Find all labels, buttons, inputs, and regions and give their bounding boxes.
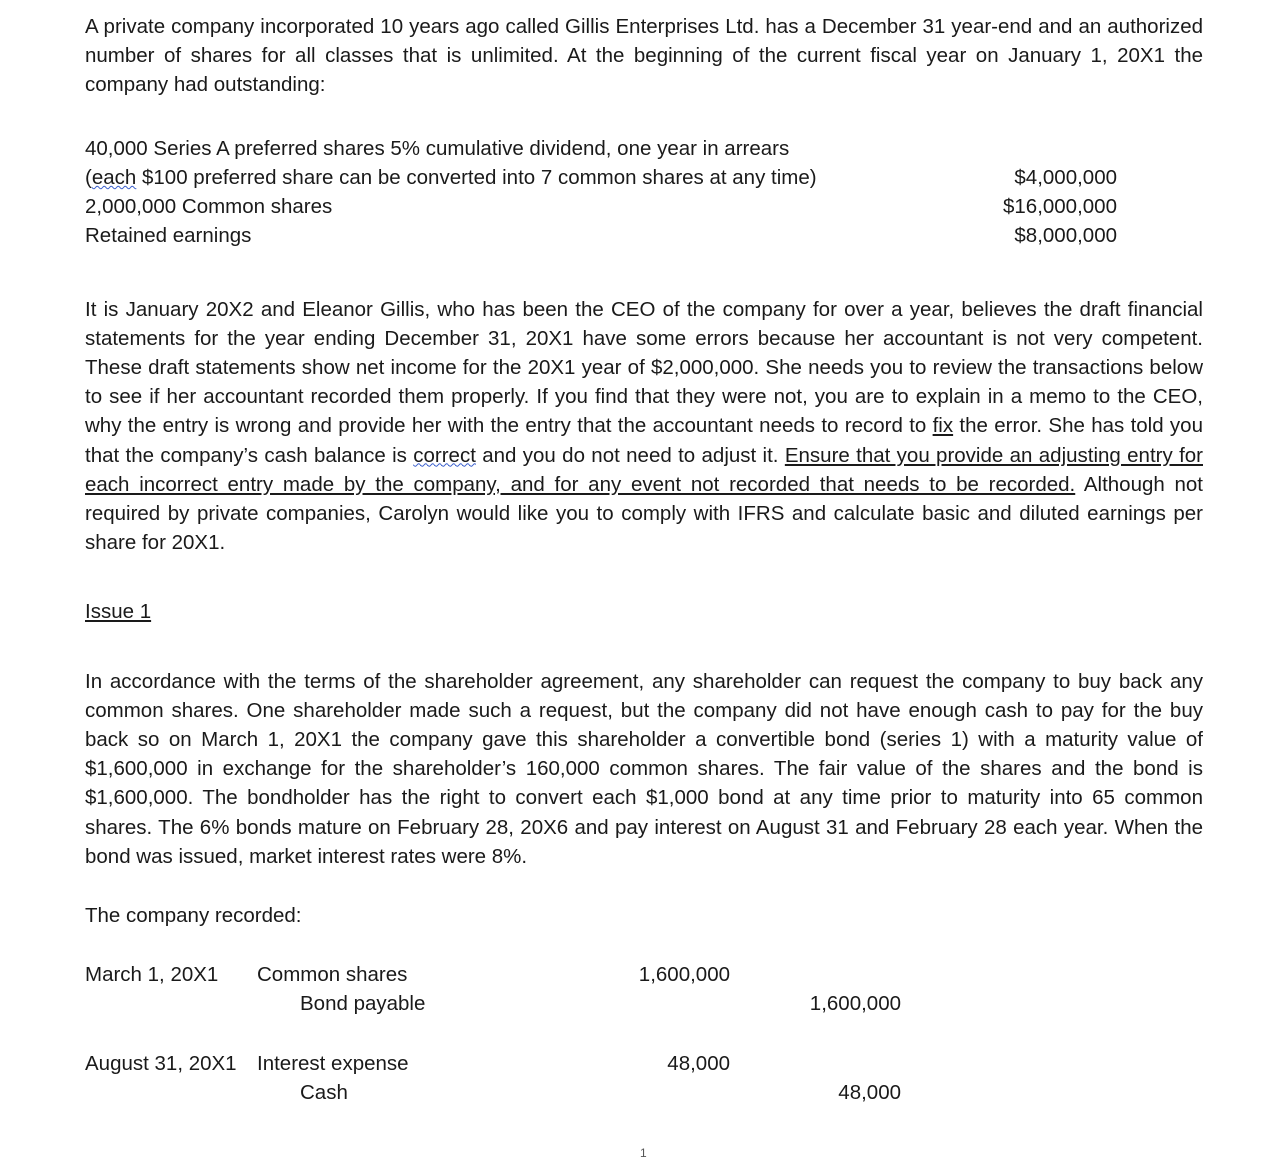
page-number: 1: [640, 1146, 647, 1160]
credit-row: [85, 1078, 1203, 1107]
issue-heading: Issue 1: [85, 600, 152, 624]
spellcheck-word: each: [91, 165, 137, 189]
debit-amount: 1,600,000: [638, 963, 730, 987]
common-shares-line: 2,000,000 Common shares: [85, 195, 333, 219]
entry-date: March 1, 20X1: [85, 963, 219, 987]
common-amount: $16,000,000: [1002, 194, 1117, 218]
credit-account: Bond payable: [300, 992, 426, 1016]
intro-paragraph: A private company incorporated 10 years ago called Gillis Enterprises Ltd. has a December 31 year-end and an authorized number of shares for all classes that is unlimited. At the beginning of the current fiscal year on January 1, 20X1 the company had outstanding:: [85, 15, 1203, 97]
debit-row: [85, 1049, 1203, 1078]
credit-amount: 48,000: [838, 1080, 901, 1104]
entry-date: August 31, 20X1: [85, 1051, 237, 1075]
debit-account: Interest expense: [257, 1051, 409, 1075]
correct-word: correct: [413, 443, 476, 467]
debit-amount: 48,000: [667, 1051, 730, 1075]
journal-entry: [85, 960, 1203, 1018]
equity-section: [85, 134, 1203, 251]
journal-entry: [85, 1049, 1203, 1107]
issue-paragraph: In accordance with the terms of the shareholder agreement, any shareholder can request the company to buy back any common shares. One shareholder made such a request, but the company did not have enough cash to pay for the buy back so on March 1, 20X1 the company gave this shareholder a convertible bond (series 1) with a maturity value of $1,600,000 in exchange for the shareholder’s 160,000 common shares. The fair value of the shares and the bond is $1,600,000. The bondholder has the right to convert each $1,000 bond at any time prior to maturity into 65 common shares. The 6% bonds mature on February 28, 20X6 and pay interest on August 31 and February 28 each year. When the bond was issued, market interest rates were 8%.: [85, 669, 1203, 868]
conversion-terms-line: (each $100 preferred share can be converted into 7 common shares at any time): [85, 165, 817, 189]
debit-account: Common shares: [257, 963, 408, 987]
preferred-shares-line: 40,000 Series A preferred shares 5% cumulative dividend, one year in arrears: [85, 136, 790, 160]
retained-amount: $8,000,000: [1014, 224, 1117, 248]
recorded-label: The company recorded:: [85, 904, 302, 928]
debit-row: [85, 960, 1203, 989]
preferred-amount: $4,000,000: [1014, 165, 1117, 189]
credit-amount: 1,600,000: [809, 992, 901, 1016]
document-page: [85, 12, 1203, 1107]
retained-earnings-line: Retained earnings: [85, 224, 252, 248]
credit-account: Cash: [300, 1080, 348, 1104]
fix-word: fix: [932, 414, 954, 438]
underlined-instruction: Ensure that you provide an adjusting entry for each incorrect entry made by the company, and for any event not recorded that needs to be recorded.: [85, 443, 1203, 496]
credit-row: [85, 989, 1203, 1018]
equity-amounts: [1003, 163, 1117, 251]
journal-entries: [85, 960, 1203, 1107]
context-paragraph: It is January 20X2 and Eleanor Gillis, who has been the CEO of the company for over a year, believes the draft financial statements for the year ending December 31, 20X1 have some errors because her accountant is not very competent. These draft statements show net income for the 20X1 year of $2,000,000. She needs you to review the transactions below to see if her accountant recorded them properly. If you find that they were not, you are to explain in a memo to the CEO, why the entry is wrong and provide her with the entry that the accountant needs to record to fix the error. She has told you that the company’s cash balance is correct and you do not need to adjust it. Ensure that you provide an adjusting entry for each incorrect entry made by the company, and for any event not recorded that needs to be recorded. Although not required by private companies, Carolyn would like you to comply with IFRS and calculate basic and diluted earnings per share for 20X1.: [85, 297, 1204, 555]
